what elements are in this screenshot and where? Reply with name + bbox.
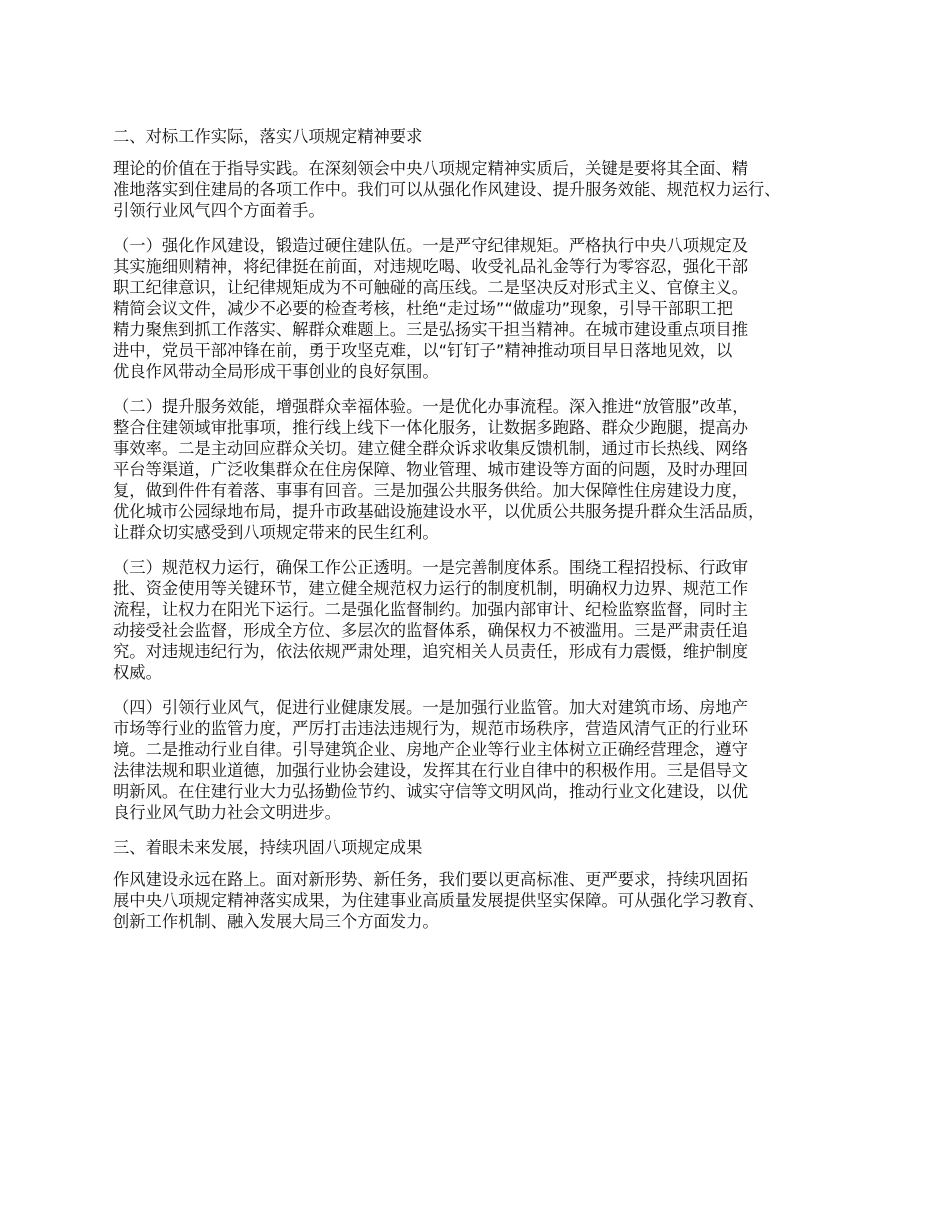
paragraph-line: 究。对违规违纪行为，依法依规严肃处理，追究相关人员责任，形成有力震慑，维护制度 [113,642,748,661]
paragraph-line: 其实施细则精神，将纪律挺在前面，对违规吃喝、收受礼品礼金等行为零容忍，强化干部 [113,257,748,276]
paragraph-line: 批、资金使用等关键环节，建立健全规范权力运行的制度机制，明确权力边界、规范工作 [113,579,748,598]
paragraph-line: 整合住建领域审批事项，推行线上线下一体化服务，让数据多跑路、群众少跑腿，提高办 [113,418,748,437]
section-heading-3: 三、着眼未来发展，持续巩固八项规定成果 [113,838,423,857]
closing-paragraph [113,869,858,932]
paragraph-line: 法律法规和职业道德，加强行业协会建设，发挥其在行业自律中的积极作用。三是倡导文 [113,761,748,780]
paragraph-line: 准地落实到住建局的各项工作中。我们可以从强化作风建设、提升服务效能、规范权力运行、 [113,180,781,199]
paragraph-line: （四）引领行业风气，促进行业健康发展。一是加强行业监管。加大对建筑市场、房地产 [113,698,748,717]
paragraph-line: 权威。 [113,663,162,682]
section-4-paragraph [113,697,858,823]
paragraph-line: 展中央八项规定精神落实成果，为住建事业高质量发展提供坚实保障。可从强化学习教育、 [113,891,765,910]
paragraph-line: 动接受社会监督，形成全方位、多层次的监督体系，确保权力不被滥用。三是严肃责任追 [113,621,748,640]
paragraph-line: （一）强化作风建设，锻造过硬住建队伍。一是严守纪律规矩。严格执行中央八项规定及 [113,236,748,255]
section-heading-2: 二、对标工作实际，落实八项规定精神要求 [113,127,423,146]
paragraph-line: 创新工作机制、融入发展大局三个方面发力。 [113,912,439,931]
document-page [113,126,858,946]
intro-paragraph [113,158,858,221]
paragraph-line: 事效率。二是主动回应群众关切。建立健全群众诉求收集反馈机制，通过市长热线、网络 [113,439,748,458]
paragraph-line: 平台等渠道，广泛收集群众在住房保障、物业管理、城市建设等方面的问题，及时办理回 [113,460,748,479]
paragraph-line: 优化城市公园绿地布局，提升市政基础设施建设水平，以优质公共服务提升群众生活品质， [113,502,765,521]
paragraph-line: 良行业风气助力社会文明进步。 [113,803,341,822]
paragraph-line: 让群众切实感受到八项规定带来的民生红利。 [113,523,439,542]
paragraph-line: 职工纪律意识，让纪律规矩成为不可触碰的高压线。二是坚决反对形式主义、官僚主义。 [113,278,748,297]
paragraph-line: （二）提升服务效能，增强群众幸福体验。一是优化办事流程。深入推进“放管服”改革， [113,397,749,416]
paragraph-line: 进中，党员干部冲锋在前，勇于攻坚克难，以“钉钉子”精神推动项目早日落地见效，以 [113,341,733,360]
paragraph-line: 理论的价值在于指导实践。在深刻领会中央八项规定精神实质后，关键是要将其全面、精 [113,159,748,178]
paragraph-line: 作风建设永远在路上。面对新形势、新任务，我们要以更高标准、更严要求，持续巩固拓 [113,870,748,889]
paragraph-line: 复，做到件件有着落、事事有回音。三是加强公共服务供给。加大保障性住房建设力度， [113,481,748,500]
section-2-paragraph [113,396,858,543]
paragraph-line: （三）规范权力运行，确保工作公正透明。一是完善制度体系。围绕工程招投标、行政审 [113,558,748,577]
paragraph-line: 精力聚焦到抓工作落实、解群众难题上。三是弘扬实干担当精神。在城市建设重点项目推 [113,320,748,339]
paragraph-line: 市场等行业的监管力度，严厉打击违法违规行为，规范市场秩序，营造风清气正的行业环 [113,719,748,738]
paragraph-line: 优良作风带动全局形成干事创业的良好氛围。 [113,362,439,381]
section-1-paragraph [113,235,858,382]
paragraph-line: 引领行业风气四个方面着手。 [113,201,325,220]
paragraph-line: 流程，让权力在阳光下运行。二是强化监督制约。加强内部审计、纪检监察监督，同时主 [113,600,748,619]
paragraph-line: 境。二是推动行业自律。引导建筑企业、房地产企业等行业主体树立正确经营理念，遵守 [113,740,748,759]
paragraph-line: 明新风。在住建行业大力弘扬勤俭节约、诚实守信等文明风尚，推动行业文化建设，以优 [113,782,748,801]
paragraph-line: 精简会议文件，减少不必要的检查考核，杜绝“走过场”“做虚功”现象，引导干部职工把 [113,299,733,318]
section-3-paragraph [113,557,858,683]
